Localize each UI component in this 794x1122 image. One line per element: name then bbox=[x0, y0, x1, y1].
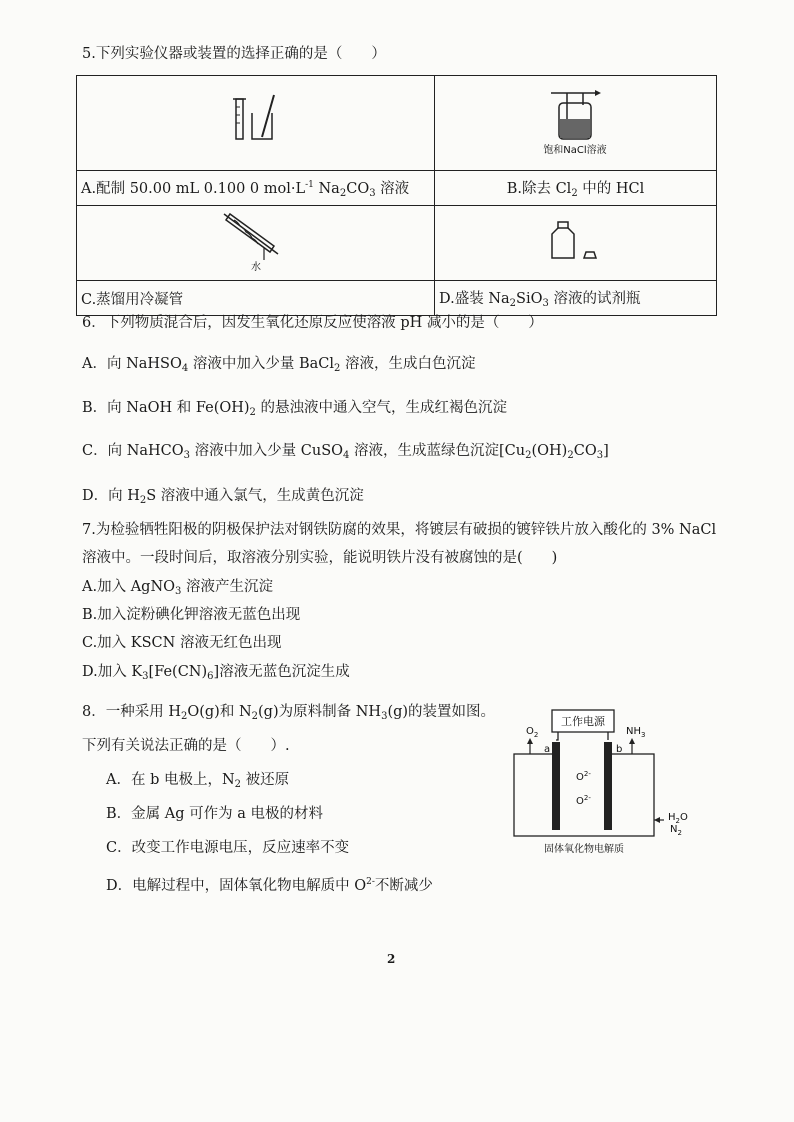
nh3-label: $NH_3$ bbox=[626, 726, 646, 739]
condenser-icon bbox=[216, 208, 296, 274]
q8-option-a: A．在 b 电极上，$N_2$ 被还原 bbox=[106, 772, 290, 790]
electrode-a-label: a bbox=[544, 744, 551, 755]
page-number: 2 bbox=[387, 952, 396, 966]
q8-option-b: B．金属 Ag 可作为 a 电极的材料 bbox=[106, 806, 323, 822]
q5-figure-b-cell bbox=[435, 76, 717, 171]
q7-stem-line1: 7.为检验牺牲阳极的阴极保护法对钢铁防腐的效果，将镀层有破损的镀锌铁片放入酸化的 3% NaCl bbox=[82, 522, 717, 538]
oxide-ion-label-2: $O^{2-}$ bbox=[576, 794, 591, 807]
q6-option-c: C．向 NaHCO$_3$ 溶液中加入少量 CuSO$_4$ 溶液，生成蓝绿色沉淀$[Cu_2(OH)_2CO_3]$ bbox=[82, 443, 609, 461]
electrode-a bbox=[552, 742, 560, 830]
oxide-ion-label-1: $O^{2-}$ bbox=[576, 770, 591, 783]
q6-stem: 6．下列物质混合后，因发生氧化还原反应使溶液 pH 减小的是（ ） bbox=[82, 315, 543, 331]
q7-stem-line2: 溶液中。一段时间后，取溶液分别实验，能说明铁片没有被腐蚀的是( ) bbox=[82, 550, 558, 566]
power-source-label: 工作电源 bbox=[561, 715, 605, 728]
q5-figure-a-cell bbox=[77, 76, 435, 171]
q7-option-c: C.加入 KSCN 溶液无红色出现 bbox=[82, 635, 282, 651]
h2o-label: $H_2O$ bbox=[668, 812, 688, 825]
electrolyte-caption: 固体氧化物电解质 bbox=[544, 844, 624, 855]
q7-option-b: B.加入淀粉碘化钾溶液无蓝色出现 bbox=[82, 607, 301, 623]
q5-option-a: A.配制 50.00 mL 0.100 0 $mol\cdot L^{-1}$ $Na_2CO_3$ 溶液 bbox=[77, 171, 435, 206]
gas-washing-bottle-icon bbox=[531, 85, 621, 157]
q6-option-a: A．向 NaHSO$_4$ 溶液中加入少量 BaCl$_2$ 溶液，生成白色沉淀 bbox=[82, 356, 476, 374]
electrode-b bbox=[604, 742, 612, 830]
reagent-bottle-icon bbox=[546, 216, 606, 266]
o2-label: $O_2$ bbox=[526, 726, 539, 739]
q7-option-d: D.加入 $K_3[Fe(CN)_6]$溶液无蓝色沉淀生成 bbox=[82, 664, 350, 682]
q8-stem-line2: 下列有关说法正确的是（ ）. bbox=[82, 738, 290, 754]
q6-option-b: B．向 NaOH 和 $Fe(OH)_2$ 的悬浊液中通入空气，生成红褐色沉淀 bbox=[82, 400, 508, 418]
graduated-cylinder-beaker-icon bbox=[226, 91, 286, 151]
q5-stem: 5.下列实验仪器或装置的选择正确的是（ ） bbox=[82, 46, 386, 62]
electrolysis-cell-diagram bbox=[500, 706, 700, 862]
q8-option-c: C．改变工作电源电压，反应速率不变 bbox=[106, 840, 350, 856]
electrode-b-label: b bbox=[616, 744, 623, 755]
q7-option-a: A.加入 AgNO$_3$ 溶液产生沉淀 bbox=[82, 579, 274, 597]
q5-figure-c-cell bbox=[77, 206, 435, 281]
q5-option-b: B.除去 $Cl_2$ 中的 HCl bbox=[435, 171, 717, 206]
q6-option-d: D．向 $H_2S$ 溶液中通入氯气，生成黄色沉淀 bbox=[82, 488, 364, 506]
q5-option-table bbox=[76, 75, 717, 316]
q8-option-d: D．电解过程中，固体氧化物电解质中 $O^{2-}$不断减少 bbox=[106, 877, 433, 894]
q5-option-d: D.盛装 $Na_2SiO_3$ 溶液的试剂瓶 bbox=[435, 281, 717, 316]
q5-option-c: C.蒸馏用冷凝管 bbox=[77, 281, 435, 316]
q8-stem: 8．一种采用 $H_2O(g)$和 $N_2(g)$为原料制备 $NH_3(g)$的装置如图。 bbox=[82, 704, 496, 722]
q5-figure-d-cell bbox=[435, 206, 717, 281]
fig-c-label: 水 bbox=[250, 262, 261, 273]
n2-label: $N_2$ bbox=[670, 824, 682, 837]
fig-b-label: 饱和NaCl溶液 bbox=[542, 145, 607, 156]
